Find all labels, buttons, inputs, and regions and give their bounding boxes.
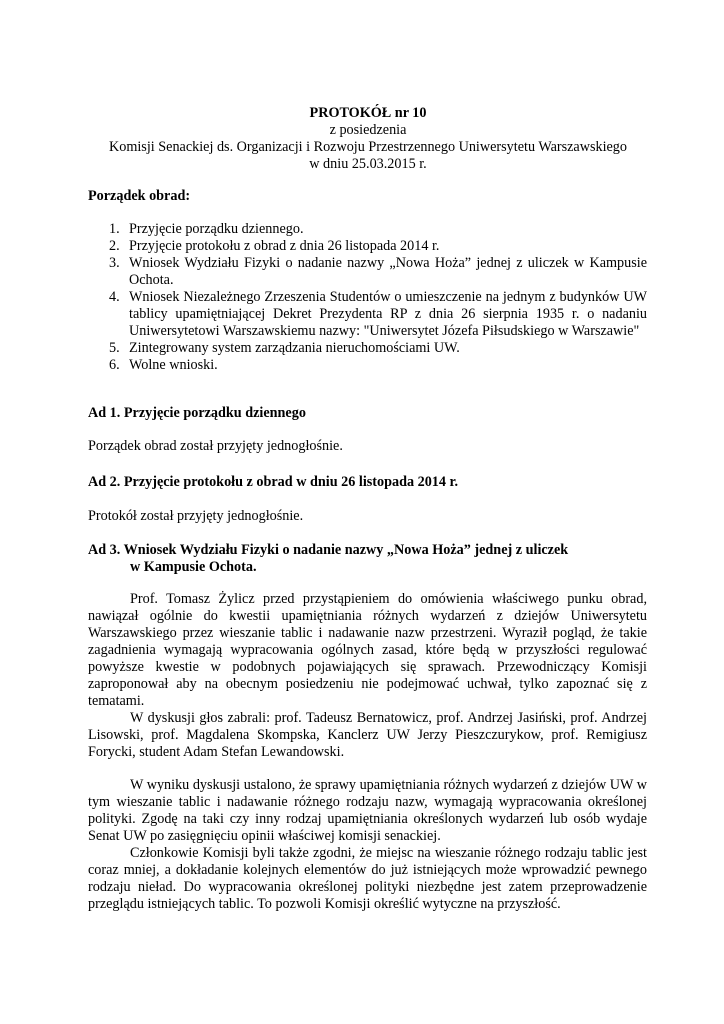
ad3-heading-line1: Ad 3. Wniosek Wydziału Fizyki o nadanie nazwy „Nowa Hoża” jednej z uliczek <box>88 542 569 558</box>
agenda-item <box>88 357 647 374</box>
header-line-meeting: z posiedzenia <box>329 122 407 138</box>
agenda-item-text: Wolne wnioski. <box>129 357 218 373</box>
ad1-heading: Ad 1. Przyjęcie porządku dziennego <box>88 405 306 421</box>
header-line-date: w dniu 25.03.2015 r. <box>309 156 427 172</box>
agenda-item-text: Przyjęcie protokołu z obrad z dnia 26 listopada 2014 r. <box>129 238 440 254</box>
header-line-committee: Komisji Senackiej ds. Organizacji i Rozwoju Przestrzennego Uniwersytetu Warszawskiego <box>108 139 627 155</box>
ad3-paragraph-4: Członkowie Komisji byli także zgodni, że miejsc na wieszanie różnego rodzaju tablic jest coraz mniej, a dokładanie kolejnych elementów do już istniejących może wprowadzić pewnego rodzaju nieład. Do wypracowania określonej polityki niezbędne jest zatem przeprowadzenie przeglądu istniejących tablic. To pozwoli Komisji określić wytyczne na przyszłość. <box>88 845 647 912</box>
ad3-paragraph-1: Prof. Tomasz Żylicz przed przystąpieniem do omówienia właściwego punku obrad, nawiązał ogólnie do kwestii upamiętniania różnych wydarzeń z dziejów Uniwersytetu Warszawskiego przez wieszanie tablic i nadawanie nazw przestrzeni. Wyraził pogląd, że takie zagadnienia wymagają wypracowania ogólnych zasad, które będą w przyszłości regulować powyższe kwestie w podobnych pojawiających się sprawach. Przewodniczący Komisji zaproponował aby na obecnym posiedzeniu nie podejmować uchwał, tylko zapoznać się z tematami. <box>88 591 647 709</box>
ad2-text: Protokół został przyjęty jednogłośnie. <box>88 508 304 524</box>
ad3-heading-line2: w Kampusie Ochota. <box>130 559 257 575</box>
agenda-item <box>88 221 647 238</box>
ad2-heading: Ad 2. Przyjęcie protokołu z obrad w dniu 26 listopada 2014 r. <box>88 474 459 490</box>
agenda-item-number: 2. <box>109 238 120 254</box>
document-title: PROTOKÓŁ nr 10 <box>309 105 427 121</box>
document-header <box>88 105 648 173</box>
ad3-paragraph-3: W wyniku dyskusji ustalono, że sprawy upamiętniania różnych wydarzeń z dziejów UW w tym wieszanie tablic i nadawanie różnego rodzaju nazw, wymagają wypracowania określonej polityki. Zgodę na taki czy inny rodzaj upamiętniania określonych wydarzeń lub osób wydaje Senat UW po zasięgnięciu opinii właściwej komisji senackiej. <box>88 777 647 844</box>
ad1-text: Porządek obrad został przyjęty jednogłośnie. <box>88 438 343 454</box>
agenda-item-number: 5. <box>109 340 120 356</box>
agenda-list <box>88 221 647 374</box>
agenda-item-text: Wniosek Wydziału Fizyki o nadanie nazwy „Nowa Hoża” jednej z uliczek w Kampusie Ochota. <box>129 255 647 288</box>
agenda-item-text: Zintegrowany system zarządzania nieruchomościami UW. <box>129 340 460 356</box>
agenda-item-number: 1. <box>109 221 120 237</box>
agenda-item <box>88 238 647 255</box>
ad3-paragraph-2: W dyskusji głos zabrali: prof. Tadeusz Bernatowicz, prof. Andrzej Jasiński, prof. Andrzej Lisowski, prof. Magdalena Skompska, Kanclerz UW Jerzy Pieszczurykow, prof. Remigiusz Forycki, student Adam Stefan Lewandowski. <box>88 710 647 760</box>
agenda-item <box>88 289 647 340</box>
agenda-item <box>88 255 647 289</box>
agenda-item-text: Wniosek Niezależnego Zrzeszenia Studentów o umieszczenie na jednym z budynków UW tablicy upamiętniającej Dekret Prezydenta RP z dnia 26 sierpnia 1935 r. o nadaniu Uniwersytetowi Warszawskiemu nazwy: "Uniwersytet Józefa Piłsudskiego w Warszawie" <box>129 289 647 339</box>
agenda-item-number: 6. <box>109 357 120 373</box>
agenda-item <box>88 340 647 357</box>
agenda-item-number: 3. <box>109 255 120 271</box>
ad3-heading <box>88 542 647 576</box>
agenda-item-number: 4. <box>109 289 120 305</box>
agenda-heading: Porządek obrad: <box>88 188 191 204</box>
agenda-item-text: Przyjęcie porządku dziennego. <box>129 221 304 237</box>
